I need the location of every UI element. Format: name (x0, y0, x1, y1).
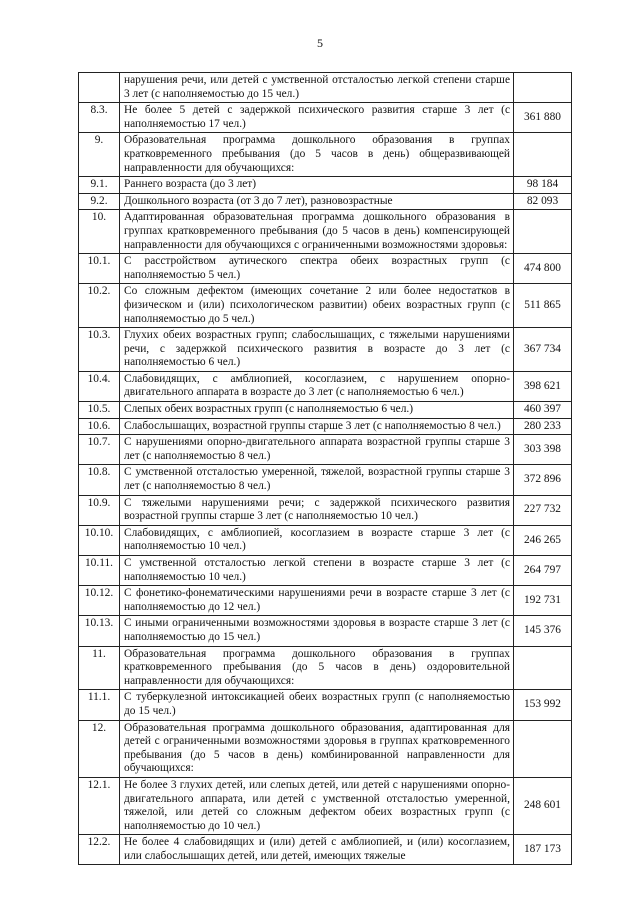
row-number: 10.4. (79, 371, 120, 401)
row-description: Не более 3 глухих детей, или слепых детей, или детей с нарушениями опорно-двигательного аппарата, или детей с умственной отсталостью умеренной, тяжелой, или детей со сложным дефектом обеих возрастных групп (с наполняемостью до 10 чел.) (120, 777, 514, 834)
row-amount: 361 880 (514, 103, 572, 133)
row-amount: 264 797 (514, 556, 572, 586)
row-description: С иными ограниченными возможностями здоровья в возрасте старше 3 лет (с наполняемостью до 15 чел.) (120, 616, 514, 646)
row-description: С тяжелыми нарушениями речи; с задержкой психического развития возрастной группы старше 3 лет (с наполняемостью 10 чел.) (120, 495, 514, 525)
row-amount (514, 646, 572, 690)
row-number: 10.5. (79, 402, 120, 419)
row-number: 12.2. (79, 835, 120, 865)
row-amount: 248 601 (514, 777, 572, 834)
table-row (79, 133, 572, 177)
row-amount: 511 865 (514, 284, 572, 328)
table-row (79, 586, 572, 616)
table-row (79, 525, 572, 555)
row-amount: 153 992 (514, 690, 572, 720)
table-row (79, 103, 572, 133)
table-row (79, 418, 572, 435)
row-number: 10.9. (79, 495, 120, 525)
row-description: Слабовидящих, с амблиопией, косоглазием, с нарушением опорно-двигательного аппарата в возрасте до 3 лет (с наполняемостью 6 чел.) (120, 371, 514, 401)
row-number: 10.13. (79, 616, 120, 646)
row-description: Образовательная программа дошкольного образования в группах кратковременного пребывания (до 5 часов в день) общеразвивающей направленности для обучающихся: (120, 133, 514, 177)
table-row (79, 177, 572, 194)
row-amount: 280 233 (514, 418, 572, 435)
row-amount: 227 732 (514, 495, 572, 525)
table-row (79, 495, 572, 525)
row-amount (514, 73, 572, 103)
table-row (79, 193, 572, 210)
row-number (79, 73, 120, 103)
row-description: Не более 5 детей с задержкой психического развития старше 3 лет (с наполняемостью 17 чел.) (120, 103, 514, 133)
tariff-table (78, 72, 572, 865)
row-amount: 474 800 (514, 254, 572, 284)
row-number: 9.1. (79, 177, 120, 194)
page-number: 5 (317, 36, 323, 50)
row-description: С расстройством аутического спектра обеих возрастных групп (с наполняемостью 5 чел.) (120, 254, 514, 284)
row-amount (514, 210, 572, 254)
table-row (79, 646, 572, 690)
row-number: 10.3. (79, 328, 120, 372)
row-amount: 192 731 (514, 586, 572, 616)
row-description: Слабовидящих, с амблиопией, косоглазием в возрасте старше 3 лет (с наполняемостью 10 чел.) (120, 525, 514, 555)
row-amount: 460 397 (514, 402, 572, 419)
row-amount (514, 133, 572, 177)
row-amount: 187 173 (514, 835, 572, 865)
row-number: 9.2. (79, 193, 120, 210)
table-row (79, 556, 572, 586)
table-row (79, 371, 572, 401)
row-description: Со сложным дефектом (имеющих сочетание 2 или более недостатков в физическом и (или) психологическом развитии) обеих возрастных групп (с наполняемостью до 5 чел.) (120, 284, 514, 328)
row-description: нарушения речи, или детей с умственной отсталостью легкой степени старше 3 лет (с наполняемостью до 15 чел.) (120, 73, 514, 103)
row-description: Дошкольного возраста (от 3 до 7 лет), разновозрастные (120, 193, 514, 210)
row-number: 9. (79, 133, 120, 177)
row-amount: 398 621 (514, 371, 572, 401)
table-row (79, 835, 572, 865)
row-amount (514, 720, 572, 777)
row-number: 8.3. (79, 103, 120, 133)
table-row (79, 465, 572, 495)
row-number: 10.6. (79, 418, 120, 435)
row-amount: 145 376 (514, 616, 572, 646)
table-row (79, 402, 572, 419)
table-row (79, 690, 572, 720)
row-number: 11.1. (79, 690, 120, 720)
row-number: 11. (79, 646, 120, 690)
row-number: 10.1. (79, 254, 120, 284)
row-description: Слепых обеих возрастных групп (с наполняемостью 6 чел.) (120, 402, 514, 419)
row-description: Раннего возраста (до 3 лет) (120, 177, 514, 194)
row-amount: 367 734 (514, 328, 572, 372)
table-row (79, 435, 572, 465)
row-description: С умственной отсталостью легкой степени в возрасте старше 3 лет (с наполняемостью 10 чел.) (120, 556, 514, 586)
row-number: 10.10. (79, 525, 120, 555)
row-description: Образовательная программа дошкольного образования в группах кратковременного пребывания (до 5 часов в день) оздоровительной направленности для обучающихся: (120, 646, 514, 690)
table-row (79, 210, 572, 254)
row-number: 10.7. (79, 435, 120, 465)
row-description: Образовательная программа дошкольного образования, адаптированная для детей с ограниченными возможностями здоровья в группах кратковременного пребывания (до 5 часов в день) комбинированной направленности для обучающихся: (120, 720, 514, 777)
row-amount: 246 265 (514, 525, 572, 555)
row-description: Адаптированная образовательная программа дошкольного образования в группах кратковременного пребывания (до 5 часов в день) компенсирующей направленности для обучающихся с ограниченными возможностями здоровья: (120, 210, 514, 254)
row-description: Не более 4 слабовидящих и (или) детей с амблиопией, и (или) косоглазием, или слабослышащих детей, или детей, имеющих тяжелые (120, 835, 514, 865)
table-row (79, 328, 572, 372)
row-amount: 372 896 (514, 465, 572, 495)
row-description: С умственной отсталостью умеренной, тяжелой, возрастной группы старше 3 лет (с наполняемостью 8 чел.) (120, 465, 514, 495)
table-row (79, 284, 572, 328)
row-description: С туберкулезной интоксикацией обеих возрастных групп (с наполняемостью до 15 чел.) (120, 690, 514, 720)
table-row (79, 616, 572, 646)
table-row (79, 720, 572, 777)
row-description: С фонетико-фонематическими нарушениями речи в возрасте старше 3 лет (с наполняемостью до 12 чел.) (120, 586, 514, 616)
table-row (79, 254, 572, 284)
row-amount: 303 398 (514, 435, 572, 465)
row-number: 12.1. (79, 777, 120, 834)
row-number: 10.2. (79, 284, 120, 328)
row-description: Глухих обеих возрастных групп; слабослышащих, с тяжелыми нарушениями речи, с задержкой психического развития в возрасте до 3 лет (с наполняемостью 6 чел.) (120, 328, 514, 372)
table-row (79, 73, 572, 103)
row-description: С нарушениями опорно-двигательного аппарата возрастной группы старше 3 лет (с наполняемостью 8 чел.) (120, 435, 514, 465)
row-number: 10.12. (79, 586, 120, 616)
row-number: 10. (79, 210, 120, 254)
row-number: 10.8. (79, 465, 120, 495)
row-amount: 98 184 (514, 177, 572, 194)
row-number: 12. (79, 720, 120, 777)
row-number: 10.11. (79, 556, 120, 586)
table-row (79, 777, 572, 834)
row-description: Слабослышащих, возрастной группы старше 3 лет (с наполняемостью 8 чел.) (120, 418, 514, 435)
row-amount: 82 093 (514, 193, 572, 210)
